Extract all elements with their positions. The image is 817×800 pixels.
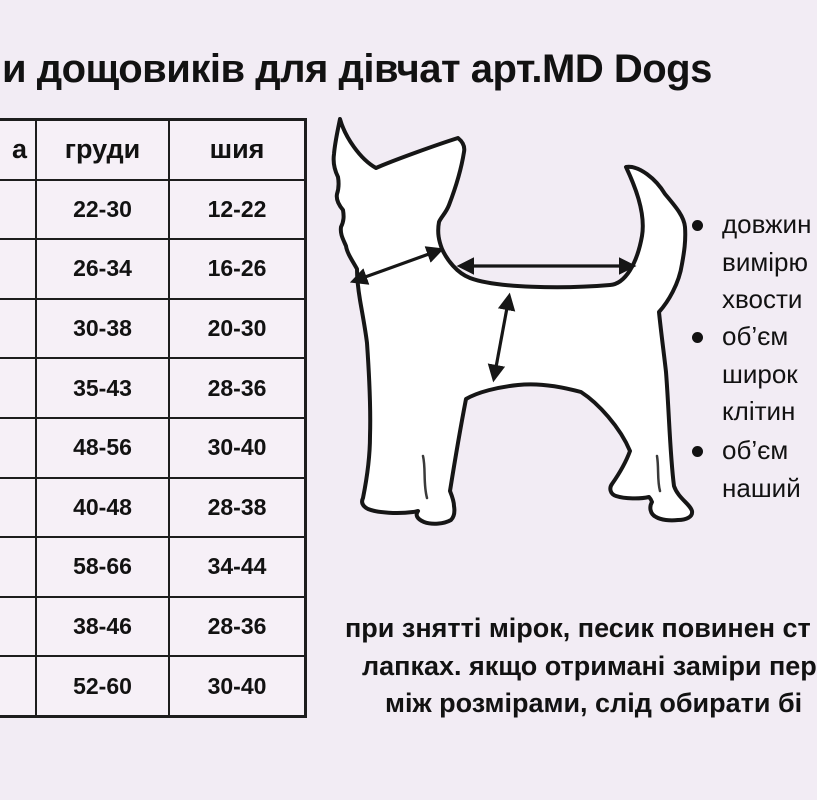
table-cell-size — [0, 598, 35, 656]
table-cell-chest: 35-43 — [37, 359, 168, 417]
size-table-header-neck: шия — [170, 121, 304, 179]
table-cell-chest: 22-30 — [37, 181, 168, 239]
table-cell-size — [0, 181, 35, 239]
table-cell-neck: 28-38 — [170, 479, 304, 537]
table-cell-chest: 30-38 — [37, 300, 168, 358]
table-cell-neck: 28-36 — [170, 359, 304, 417]
size-table — [0, 118, 307, 718]
note-line: об’єм — [722, 435, 789, 465]
note-line: наший — [722, 472, 801, 503]
table-cell-neck: 16-26 — [170, 240, 304, 298]
table-cell-size — [0, 359, 35, 417]
note-back-length — [692, 206, 811, 319]
note-chest-girth — [692, 318, 798, 431]
table-cell-chest: 48-56 — [37, 419, 168, 477]
instruction-line: при знятті мірок, песик повинен ст — [345, 613, 811, 643]
note-line: широк — [722, 358, 798, 389]
table-cell-neck: 34-44 — [170, 538, 304, 596]
table-cell-chest: 40-48 — [37, 479, 168, 537]
table-cell-size — [0, 300, 35, 358]
table-cell-size — [0, 479, 35, 537]
table-cell-chest: 38-46 — [37, 598, 168, 656]
size-table-header-size: а — [0, 121, 35, 179]
table-cell-chest: 58-66 — [37, 538, 168, 596]
page-title: и дощовиків для дівчат арт.MD Dogs — [2, 47, 712, 91]
size-table-header-chest: груди — [37, 121, 168, 179]
bullet-dot-icon — [692, 446, 703, 457]
note-neck-girth — [692, 432, 801, 507]
note-line: хвости — [722, 284, 803, 314]
table-cell-size — [0, 240, 35, 298]
table-cell-neck: 30-40 — [170, 419, 304, 477]
table-cell-size — [0, 657, 35, 715]
table-cell-neck: 20-30 — [170, 300, 304, 358]
bullet-dot-icon — [692, 332, 703, 343]
note-line: довжин — [722, 209, 812, 239]
instruction-line: між розмірами, слід обирати бі — [385, 688, 803, 718]
table-cell-neck: 28-36 — [170, 598, 304, 656]
table-cell-neck: 30-40 — [170, 657, 304, 715]
dog-outline — [334, 119, 692, 524]
note-line: клітин — [722, 396, 796, 426]
bullet-dot-icon — [692, 220, 703, 231]
table-cell-size — [0, 538, 35, 596]
table-cell-chest: 26-34 — [37, 240, 168, 298]
table-cell-neck: 12-22 — [170, 181, 304, 239]
table-cell-chest: 52-60 — [37, 657, 168, 715]
dog-silhouette — [318, 106, 710, 568]
table-cell-size — [0, 419, 35, 477]
instruction-line: лапках. якщо отримані заміри пер — [362, 650, 817, 681]
note-line: вимірю — [722, 246, 808, 277]
measuring-instructions — [345, 610, 817, 723]
note-line: об’єм — [722, 321, 789, 351]
